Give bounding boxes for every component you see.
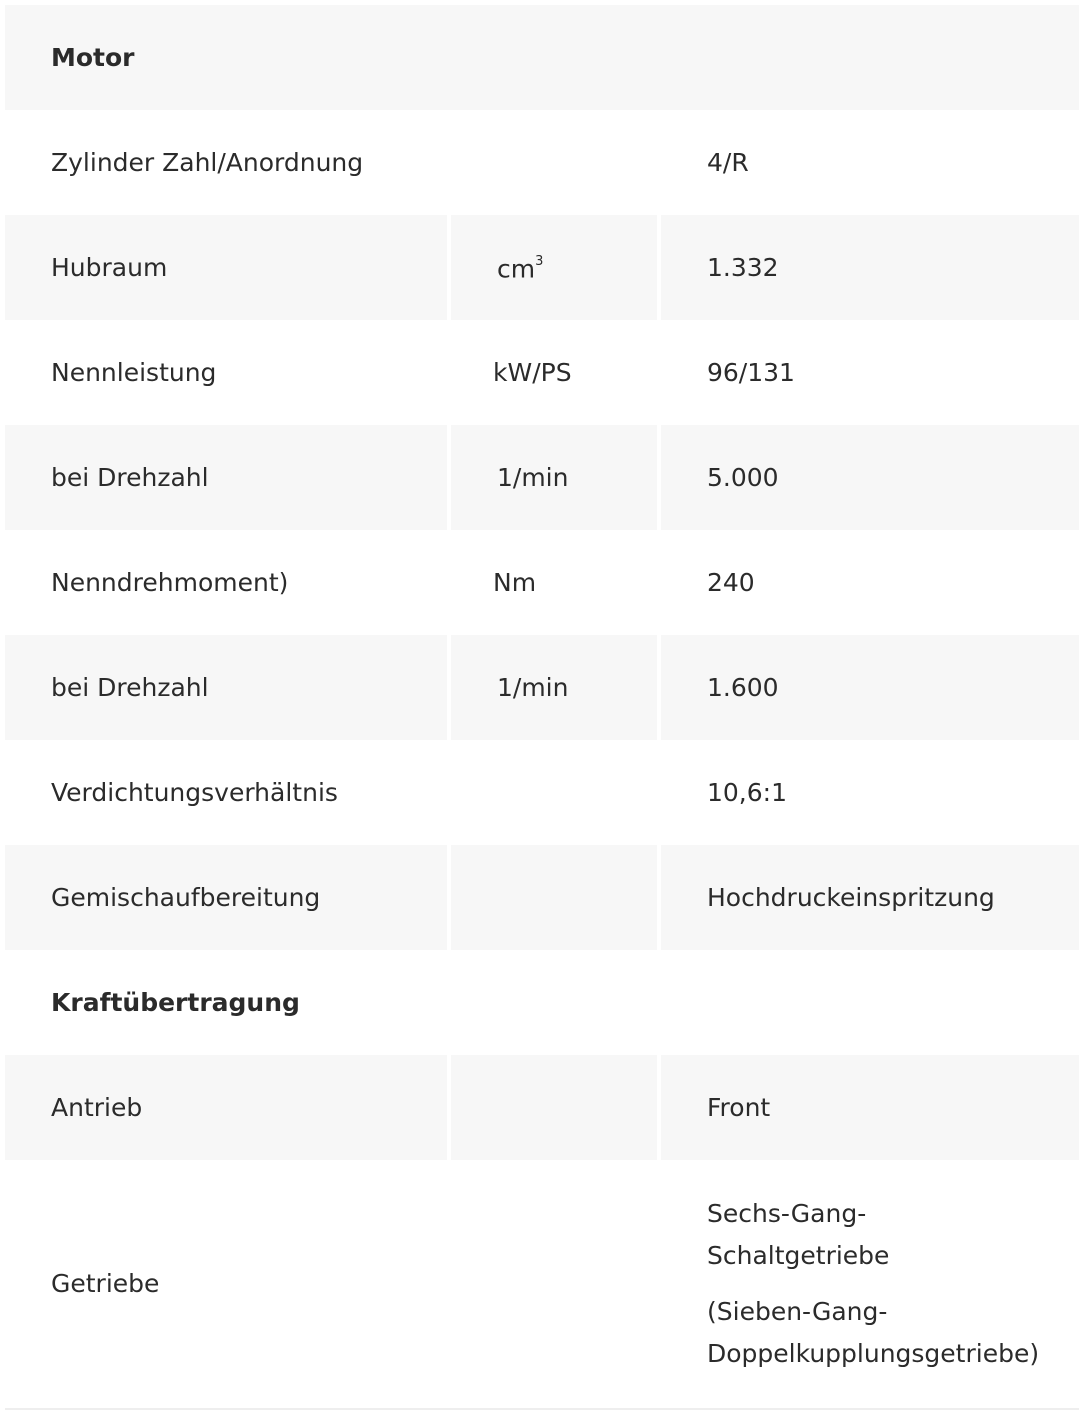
row-unit: 1/min [447,425,661,530]
table-row [5,845,1079,950]
row-unit [447,110,661,215]
row-value: 1.600 [661,635,1079,740]
spec-table [5,5,1079,1410]
table-row [5,425,1079,530]
row-value: 1.332 [661,215,1079,320]
table-row [5,215,1079,320]
value-spacer [707,1277,1079,1291]
row-unit [447,1055,661,1160]
value-line: Doppelkupplungsgetriebe) [707,1339,1040,1368]
row-label: Zylinder Zahl/Anordnung [51,147,364,177]
row-unit: 1/min [447,635,661,740]
row-label: Verdichtungsverhältnis [51,777,338,807]
section-title: Kraftübertragung [5,950,1079,1055]
table-row [5,635,1079,740]
row-label: Getriebe [5,1160,447,1410]
table-row [5,1055,1079,1160]
row-label: Nenndrehmoment) [51,567,289,597]
value-line: Sechs-Gang- [707,1199,867,1228]
section-header-motor [5,5,1079,110]
row-value: 10,6:1 [707,777,787,807]
row-label: Hubraum [5,215,447,320]
row-label: Nennleistung [51,357,217,387]
unit-text: cm [497,254,536,284]
table-row [5,320,1079,425]
section-title: Motor [5,5,1079,110]
row-label: bei Drehzahl [5,635,447,740]
table-row [5,740,1079,845]
row-unit [447,215,661,320]
row-label: bei Drehzahl [5,425,447,530]
section-header-kraftuebertragung [5,950,1079,1055]
row-unit [447,740,661,845]
table-row [5,1160,1079,1410]
row-unit: kW/PS [493,357,572,387]
value-line: Schaltgetriebe [707,1241,890,1270]
row-value: 240 [707,567,755,597]
row-value: 96/131 [707,357,795,387]
row-value: Front [661,1055,1079,1160]
row-value: 4/R [707,147,749,177]
row-label: Gemischaufbereitung [5,845,447,950]
row-unit [447,1160,661,1410]
row-value [661,1160,1079,1410]
table-row [5,530,1079,635]
value-line: (Sieben-Gang- [707,1297,888,1326]
row-value: Hochdruckeinspritzung [661,845,1079,950]
row-unit [447,845,661,950]
row-value: 5.000 [661,425,1079,530]
unit-superscript: 3 [535,254,544,270]
table-row [5,110,1079,215]
row-label: Antrieb [5,1055,447,1160]
row-unit: Nm [493,567,537,597]
